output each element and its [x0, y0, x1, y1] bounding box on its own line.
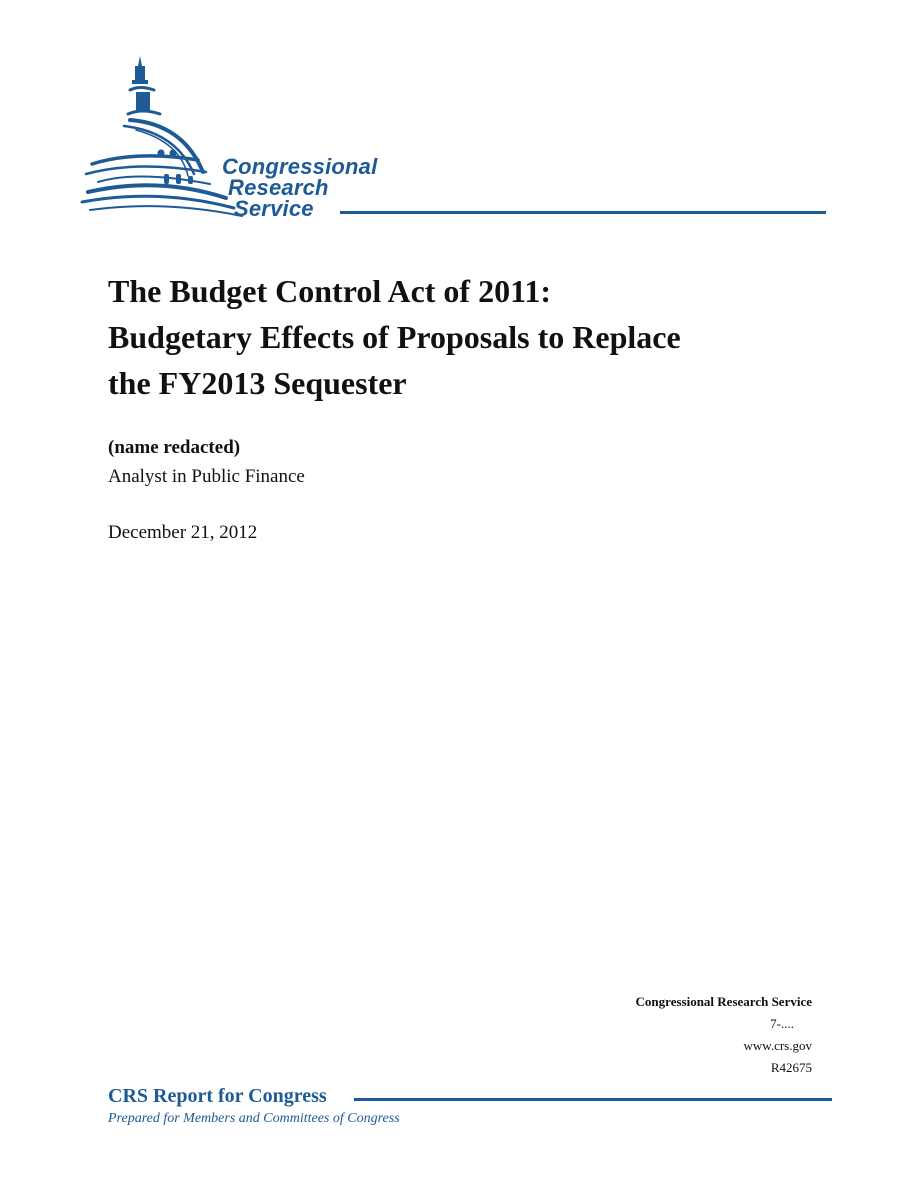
report-title	[108, 268, 828, 406]
title-line-3: the FY2013 Sequester	[108, 365, 407, 401]
author-title: Analyst in Public Finance	[108, 466, 305, 487]
publisher-name: Congressional Research Service	[635, 994, 812, 1009]
header-divider	[340, 211, 826, 214]
author-name: (name redacted)	[108, 437, 241, 458]
publisher-website: www.crs.gov	[743, 1038, 812, 1053]
publisher-block	[636, 991, 812, 1079]
title-line-2: Budgetary Effects of Proposals to Replace	[108, 319, 681, 355]
wordmark-line-research: Research	[228, 175, 329, 200]
wordmark-line-service: Service	[234, 196, 314, 221]
crs-wordmark	[222, 156, 377, 219]
footer-divider	[354, 1098, 832, 1101]
report-number: R42675	[770, 1060, 812, 1075]
series-title: CRS Report for Congress	[108, 1085, 327, 1107]
title-line-1: The Budget Control Act of 2011:	[108, 273, 551, 309]
publisher-code: 7-....	[770, 1016, 794, 1031]
report-date: December 21, 2012	[108, 522, 258, 543]
wordmark-line-congressional: Congressional	[222, 154, 378, 179]
series-tagline: Prepared for Members and Committees of Congress	[108, 1111, 400, 1126]
